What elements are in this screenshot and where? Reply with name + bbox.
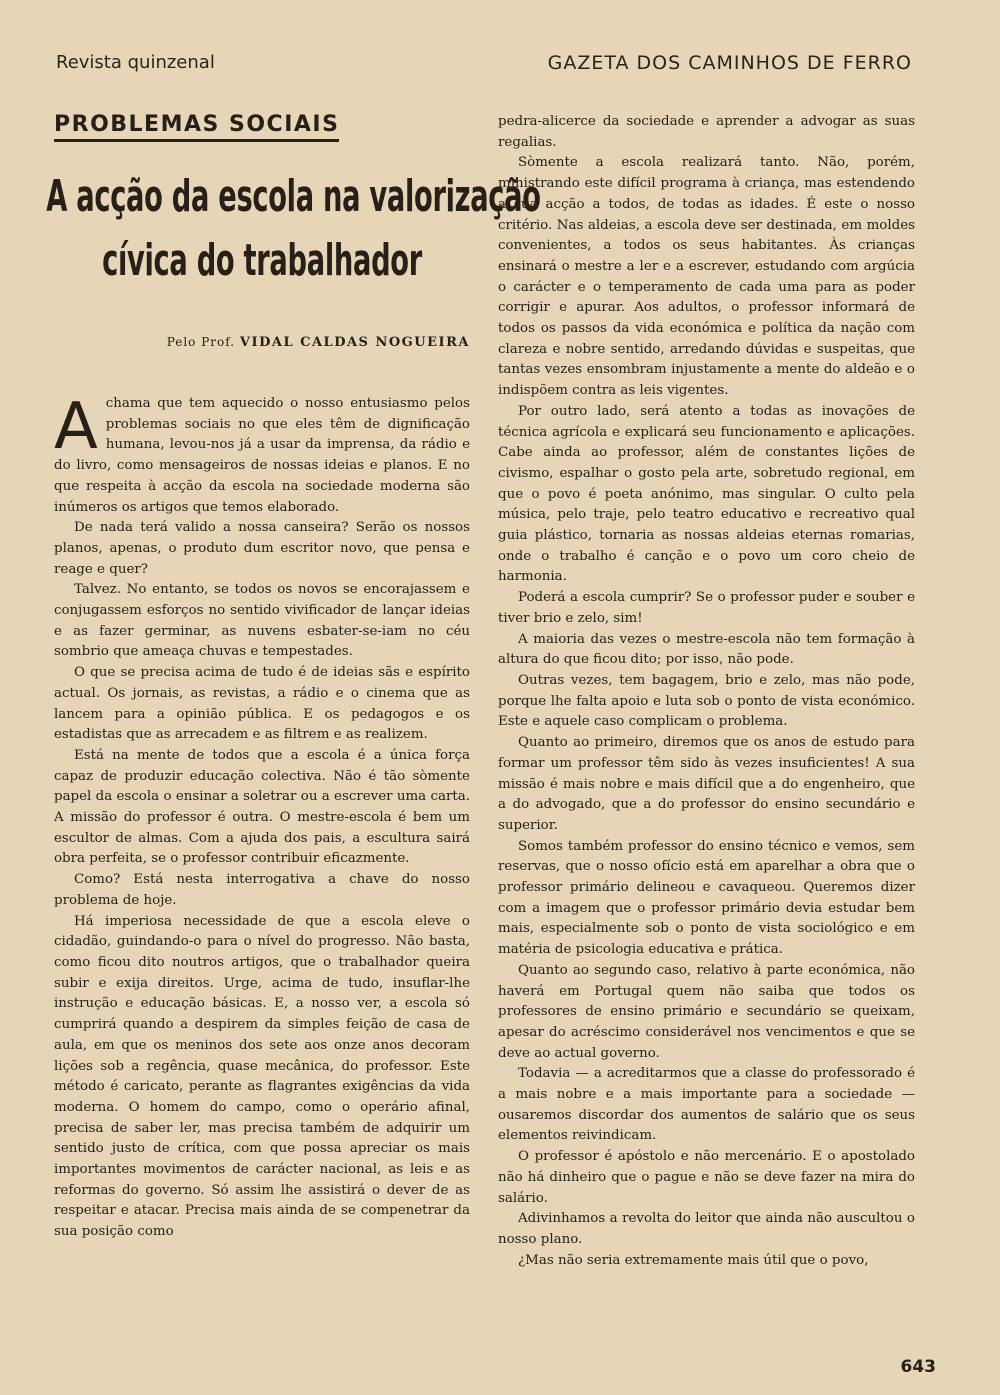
paragraph: Quanto ao primeiro, diremos que os anos de estudo para formar um professor têm sido às vezes insuficientes! A sua missão é mais nobre e mais difícil que a do engenheiro, que a do advogado, que a do professor do ensino secundário e superior. bbox=[498, 735, 915, 833]
title-line-2: cívica do trabalhador bbox=[102, 235, 422, 286]
byline-prefix: Pelo Prof. bbox=[166, 335, 236, 349]
paragraph: O que se precisa acima de tudo é de ideias sãs e espírito actual. Os jornais, as revistas, a rádio e o cinema que as lancem para a opinião pública. E os pedagogos e os estadistas que as arrecadem e as filtrem e as realizem. bbox=[54, 665, 470, 743]
paragraph: ¿Mas não seria extremamente mais útil que o povo, bbox=[518, 1252, 869, 1268]
paragraph: Por outro lado, será atento a todas as inovações de técnica agrícola e explicará seu funcionamento e aplicações. Cabe ainda ao professor, além de constantes lições de civismo, espalhar o gosto pela arte, sobretudo regional, em que o povo é poeta anónimo, mas singular. O culto pela música, pelo traje, pelo teatro educativo e recreativo qual guia plástico, tornaria as nossas aldeias eternas romarias, onde o trabalho é canção e o povo um coro cheio de harmonia. bbox=[498, 403, 915, 585]
paragraph: Sòmente a escola realizará tanto. Não, porém, ministrando este difícil programa à criança, mas estendendo a sua acção a todos, de todas as idades. É este o nosso critério. Nas aldeias, a escola deve ser destinada, em moldes convenientes, a todos os seus habitantes. Às crianças ensinará o mestre a ler e a escrever, estudando com argúcia o carácter e o temperamento de cada uma para as poder corrigir e apurar. Aos adultos, o professor informará de todos os passos da vida económica e política da nação com clareza e nobre sentido, arredando dúvidas e suspeitas, que tantas vezes ensombram injustamente a mente do aldeão e o indispõem contra as leis vigentes. bbox=[498, 155, 915, 399]
paragraph: Poderá a escola cumprir? Se o professor puder e souber e tiver brio e zelo, sim! bbox=[498, 590, 915, 626]
paragraph: A maioria das vezes o mestre-escola não tem formação à altura do que ficou dito; por isso, não pode. bbox=[498, 631, 915, 668]
right-column bbox=[498, 112, 915, 1271]
left-column bbox=[46, 112, 541, 1243]
paragraph: De nada terá valido a nossa canseira? Serão os nossos planos, apenas, o produto dum escritor novo, que pensa e reage e quer? bbox=[54, 520, 470, 577]
paragraph: Todavia — a acreditarmos que a classe do professorado é a mais nobre e a mais importante para a sociedade — ousaremos discordar dos aumentos de salário que os seus elementos reivindicam. bbox=[498, 1066, 915, 1144]
paragraph: Quanto ao segundo caso, relativo à parte económica, não haverá em Portugal quem não saiba que todos os professores de ensino primário e secundário se queixam, apesar do acréscimo considerável nos vencimentos e que se deve ao actual governo. bbox=[498, 962, 915, 1061]
paragraph: Está na mente de todos que a escola é a única força capaz de produzir educação colectiva. Não é tão sòmente papel da escola o ensinar a soletrar ou a escrever uma carta. A missão do professor é outra. O mestre-escola é bem um escultor de almas. Com a ajuda dos pais, a escultura sairá obra perfeita, se o professor contribuir eficazmente. bbox=[54, 747, 470, 867]
left-body bbox=[54, 390, 470, 1243]
article-title bbox=[46, 165, 541, 293]
paragraph: O professor é apóstolo e não mercenário. E o apostolado não há dinheiro que o pague e não se deve fazer na mira do salário. bbox=[498, 1149, 915, 1206]
header-left: Revista quinzenal bbox=[56, 52, 215, 73]
title-line-1: A acção da escola na valorização bbox=[46, 171, 541, 222]
paragraph: Achama que tem aquecido o nosso entusiasmo pelos problemas sociais no que eles têm de dignificação humana, levou-nos já a usar da imprensa, da rádio e do livro, como mensageiros de nossas ideias e planos. E no que respeita à acção da escola na sociedade moderna são inúmeros os artigos que temos elaborado. bbox=[54, 390, 470, 515]
page-number: 643 bbox=[900, 1357, 936, 1377]
drop-cap: A bbox=[54, 390, 98, 464]
byline-author: VIDAL CALDAS NOGUEIRA bbox=[239, 335, 470, 350]
paragraph: Outras vezes, tem bagagem, brio e zelo, mas não pode, porque lhe falta apoio e luta sob o ponto de vista económico. Este e aquele caso complicam o problema. bbox=[498, 672, 915, 730]
paragraph: pedra-alicerce da sociedade e aprender a advogar as suas regalias. bbox=[498, 114, 915, 150]
paragraph: Talvez. No entanto, se todos os novos se encorajassem e conjugassem esforços no sentido vivificador de lançar ideias e as fazer germinar, as nuvens esbater-se-iam no céu sombrio que ameaça chuvas e tempestades. bbox=[54, 582, 470, 660]
header-right: GAZETA DOS CAMINHOS DE FERRO bbox=[547, 52, 912, 74]
paragraph: Somos também professor do ensino técnico e vemos, sem reservas, que o nosso ofício está em aparelhar a obra que o professor primário delineou e cavaqueou. Queremos dizer com a imagem que o professor primário devia estudar bem mais, especialmente sob o ponto de vista sociológico e em matéria de psicologia educativa e prática. bbox=[498, 838, 915, 958]
paragraph: Há imperiosa necessidade de que a escola eleve o cidadão, guindando-o para o nível do progresso. Não basta, como ficou dito noutros artigos, que o trabalhador queira subir e exija direitos. Urge, acima de tudo, insuflar-lhe instrução e educação básicas. E, a nosso ver, a escola só cumprirá quando a despirem da simples feição de casa de aula, em que os meninos dos sete aos onze anos decoram lições sob a regência, quase mecânica, do professor. Este método é caricato, perante as flagrantes exigências da vida moderna. O homem do campo, como o operário afinal, precisa de saber ler, mas precisa também de adquirir um sentido justo de crítica, com que possa apreciar os mais importantes movimentos de carácter nacional, as leis e as reformas do governo. Só assim lhe assistirá o dever de as respeitar e atacar. Precisa mais ainda de se compenetrar da sua posição como bbox=[54, 913, 470, 1240]
paragraph: Como? Está nesta interrogativa a chave do nosso problema de hoje. bbox=[54, 872, 470, 908]
section-heading: PROBLEMAS SOCIAIS bbox=[54, 112, 470, 137]
byline bbox=[54, 335, 470, 350]
paragraph: Adivinhamos a revolta do leitor que ainda não auscultou o nosso plano. bbox=[498, 1211, 915, 1247]
